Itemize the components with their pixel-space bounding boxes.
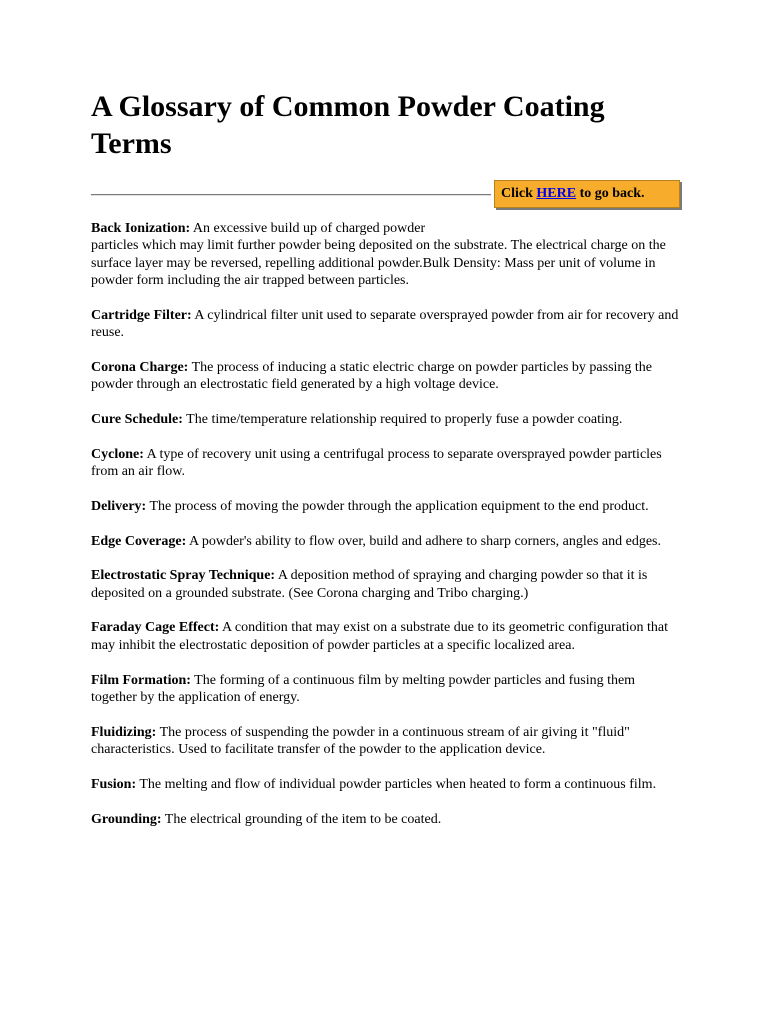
glossary-entry-fusion	[91, 776, 681, 793]
glossary-definition: particles which may limit further powder being deposited on the substrate. The electrical charge on the surface layer may be reversed, repelling additional powder.Bulk Density: Mass per unit of volume in powder form including the air trapped between particles.	[91, 238, 666, 288]
glossary-entry-cartridge-filter	[91, 307, 681, 342]
glossary-term: Faraday Cage Effect:	[91, 620, 220, 636]
glossary-term: Cartridge Filter:	[91, 307, 192, 323]
glossary-entry-fluidizing	[91, 724, 681, 759]
glossary-term: Electrostatic Spray Technique:	[91, 568, 276, 584]
go-back-box	[494, 180, 680, 208]
glossary-definition: A powder's ability to flow over, build and adhere to sharp corners, angles and edges.	[189, 533, 662, 549]
document-page	[91, 88, 681, 845]
go-back-link[interactable]: HERE	[536, 186, 577, 201]
glossary-entry-edge-coverage	[91, 533, 681, 550]
glossary-definition: A deposition method of spraying and charging powder so that it is deposited on a grounded substrate. (See Corona charging and Tribo charging.)	[91, 568, 648, 601]
glossary-definition: The melting and flow of individual powder particles when heated to form a continuous film.	[139, 776, 657, 792]
glossary-entry-corona-charge	[91, 359, 681, 394]
glossary-entry-cyclone	[91, 446, 681, 481]
glossary-term: Cyclone:	[91, 446, 144, 462]
glossary-definition: A cylindrical filter unit used to separate oversprayed powder from air for recovery and reuse.	[91, 307, 679, 340]
glossary-definition: The electrical grounding of the item to be coated.	[164, 811, 442, 827]
glossary-definition: The process of moving the powder through the application equipment to the end product.	[149, 498, 649, 514]
page-title: A Glossary of Common Powder Coating Terms	[91, 90, 605, 160]
glossary-term: Delivery:	[91, 498, 147, 514]
go-back-suffix: to go back.	[576, 186, 645, 201]
glossary-definition-first-line: An excessive build up of charged powder	[192, 221, 426, 236]
glossary-term: Film Formation:	[91, 672, 191, 688]
glossary-term: Fusion:	[91, 776, 137, 792]
glossary-definition: A type of recovery unit using a centrifugal process to separate oversprayed powder particles from an air flow.	[91, 446, 662, 479]
header-rule-row	[91, 180, 681, 216]
glossary-entry-electrostatic-spray-technique	[91, 567, 681, 602]
glossary-definition: The process of inducing a static electric charge on powder particles by passing the powder through an electrostatic field generated by a high voltage device.	[91, 359, 653, 393]
glossary-entry-faraday-cage-effect	[91, 619, 681, 654]
glossary-term: Edge Coverage:	[91, 533, 187, 549]
go-back-prefix: Click	[501, 186, 537, 201]
glossary-term: Fluidizing:	[91, 724, 157, 740]
glossary-definition: The process of suspending the powder in a continuous stream of air giving it "fluid" characteristics. Used to facilitate transfer of the powder to the application device.	[91, 724, 630, 757]
horizontal-divider	[91, 194, 491, 196]
glossary-definition: The time/temperature relationship required to properly fuse a powder coating.	[186, 411, 623, 427]
glossary-term: Cure Schedule:	[91, 411, 183, 427]
glossary-term: Grounding:	[91, 811, 162, 827]
glossary-term: Corona Charge:	[91, 359, 189, 375]
glossary-entry-delivery	[91, 498, 681, 515]
glossary-entry-grounding	[91, 811, 681, 828]
glossary-term: Back Ionization:	[91, 221, 191, 236]
glossary-definition: The forming of a continuous film by melting powder particles and fusing them together by the application of energy.	[91, 672, 636, 705]
glossary-list	[91, 220, 681, 828]
glossary-entry-cure-schedule	[91, 411, 681, 428]
glossary-definition: A condition that may exist on a substrate due to its geometric configuration that may inhibit the electrostatic deposition of powder particles at a specific localized area.	[91, 620, 668, 653]
glossary-entry-film-formation	[91, 672, 681, 707]
glossary-entry-back-ionization	[91, 220, 681, 289]
